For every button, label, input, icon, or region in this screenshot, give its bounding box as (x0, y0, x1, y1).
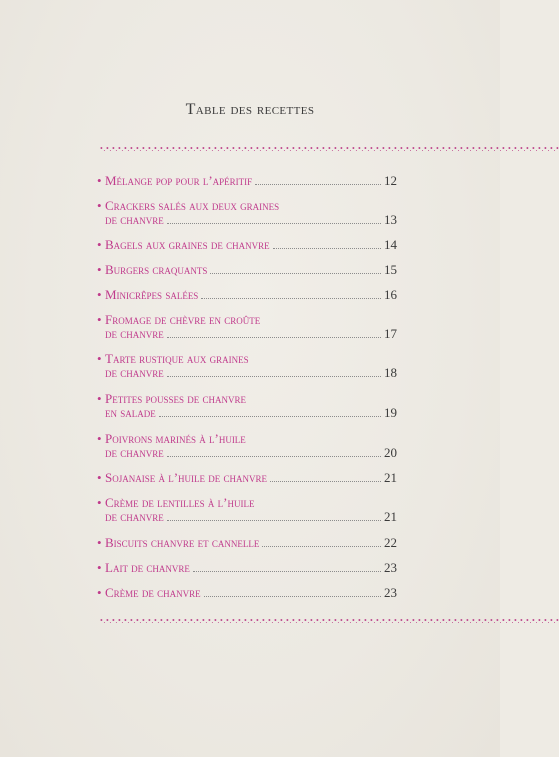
toc-entry-title-line1: Poivrons marinés à l’huile (105, 431, 246, 446)
toc-entry-title: Crème de chanvre (105, 585, 201, 600)
dot-leader (273, 248, 381, 249)
toc-entry-page: 12 (384, 173, 397, 188)
bullet-icon: • (97, 535, 102, 550)
bullet-icon: • (97, 585, 102, 600)
toc-entry[interactable] (97, 288, 397, 302)
toc-entry-title-line1: Crackers salés aux deux graines (105, 198, 280, 213)
bullet-icon: • (97, 495, 102, 510)
dot-leader (159, 416, 381, 417)
bullet-icon: • (97, 560, 102, 575)
dot-leader (167, 337, 381, 338)
bullet-icon: • (97, 173, 102, 188)
toc-entry-title: Minicrêpes salées (105, 287, 199, 302)
ornament-divider-top: •.•.•.•.•.•.•.•.•.•.•.•.•.•.•.•.•.•.•.•.•.•.•.•.•.•.•.•.•.•.•.•.•.•.•.•.•.•.•.•.•.•.•.•.•.•.•.•.•.•.•.•.•.•.•.•.•.•.•.•.•.•.•.•.•.•.•.•.•.•.•.•.•.•.•.•.• (100, 144, 559, 153)
toc-entry-page: 16 (384, 287, 397, 302)
toc-entry-page: 19 (384, 405, 397, 420)
bullet-icon: • (97, 262, 102, 277)
toc-entry-page: 18 (384, 365, 397, 380)
toc-entry-title: en salade (105, 405, 156, 420)
dot-leader (210, 273, 381, 274)
ornament-divider-bottom: •.•.•.•.•.•.•.•.•.•.•.•.•.•.•.•.•.•.•.•.•.•.•.•.•.•.•.•.•.•.•.•.•.•.•.•.•.•.•.•.•.•.•.•.•.•.•.•.•.•.•.•.•.•.•.•.•.•.•.•.•.•.•.•.•.•.•.•.•.•.•.•.•.•.•.•.• (100, 616, 559, 625)
dot-leader (193, 571, 381, 572)
dot-leader (167, 223, 381, 224)
bullet-icon: • (97, 391, 102, 406)
toc-entry-title-line1: Fromage de chèvre en croûte (105, 312, 261, 327)
bullet-icon: • (97, 351, 102, 366)
toc-entry-title-line1: Petites pousses de chanvre (105, 391, 246, 406)
bullet-icon: • (97, 312, 102, 327)
toc-entry-page: 17 (384, 326, 397, 341)
toc-entry-title: Biscuits chanvre et cannelle (105, 535, 260, 550)
toc-entry-page: 20 (384, 445, 397, 460)
toc-entry[interactable] (97, 238, 397, 252)
toc-entry-title: de chanvre (105, 326, 164, 341)
dot-leader (167, 376, 381, 377)
dot-leader (167, 520, 381, 521)
bullet-icon: • (97, 431, 102, 446)
dot-leader (255, 184, 381, 185)
toc-entry[interactable] (97, 586, 397, 600)
toc-entry-title: Bagels aux graines de chanvre (105, 237, 270, 252)
toc-entry-title: de chanvre (105, 212, 164, 227)
toc-entry-title: de chanvre (105, 445, 164, 460)
page-title: Table des recettes (185, 101, 315, 118)
dot-leader (201, 298, 381, 299)
bullet-icon: • (97, 198, 102, 213)
toc-entry-page: 21 (384, 509, 397, 524)
toc-entry-page: 23 (384, 560, 397, 575)
toc-entry[interactable] (97, 199, 397, 227)
toc-entry-page: 15 (384, 262, 397, 277)
toc-entry[interactable] (97, 263, 397, 277)
dot-leader (167, 456, 381, 457)
bullet-icon: • (97, 470, 102, 485)
bullet-icon: • (97, 287, 102, 302)
toc-entry-title: de chanvre (105, 365, 164, 380)
toc-entry[interactable] (97, 471, 397, 485)
toc-entry-title: Burgers craquants (105, 262, 208, 277)
toc-entry-title: Mélange pop pour l’apéritif (105, 173, 253, 188)
toc-entry-title: de chanvre (105, 509, 164, 524)
toc-entry-page: 21 (384, 470, 397, 485)
toc-entry[interactable] (97, 496, 397, 524)
toc-entry[interactable] (97, 174, 397, 188)
toc-entry-page: 23 (384, 585, 397, 600)
toc-entry[interactable] (97, 352, 397, 380)
toc-entry-title: Lait de chanvre (105, 560, 190, 575)
toc-entry[interactable] (97, 561, 397, 575)
toc-entry[interactable] (97, 392, 397, 420)
toc-entry-page: 22 (384, 535, 397, 550)
toc-entry-title-line1: Tarte rustique aux graines (105, 351, 249, 366)
toc-entry-title: Sojanaise à l’huile de chanvre (105, 470, 268, 485)
toc-entry[interactable] (97, 313, 397, 341)
dot-leader (204, 596, 381, 597)
toc-entry-page: 13 (384, 212, 397, 227)
toc-entry[interactable] (97, 536, 397, 550)
toc-entry-page: 14 (384, 237, 397, 252)
dot-leader (270, 481, 381, 482)
toc-entry-title-line1: Crème de lentilles à l’huile (105, 495, 255, 510)
bullet-icon: • (97, 237, 102, 252)
dot-leader (262, 546, 381, 547)
toc-entry[interactable] (97, 432, 397, 460)
